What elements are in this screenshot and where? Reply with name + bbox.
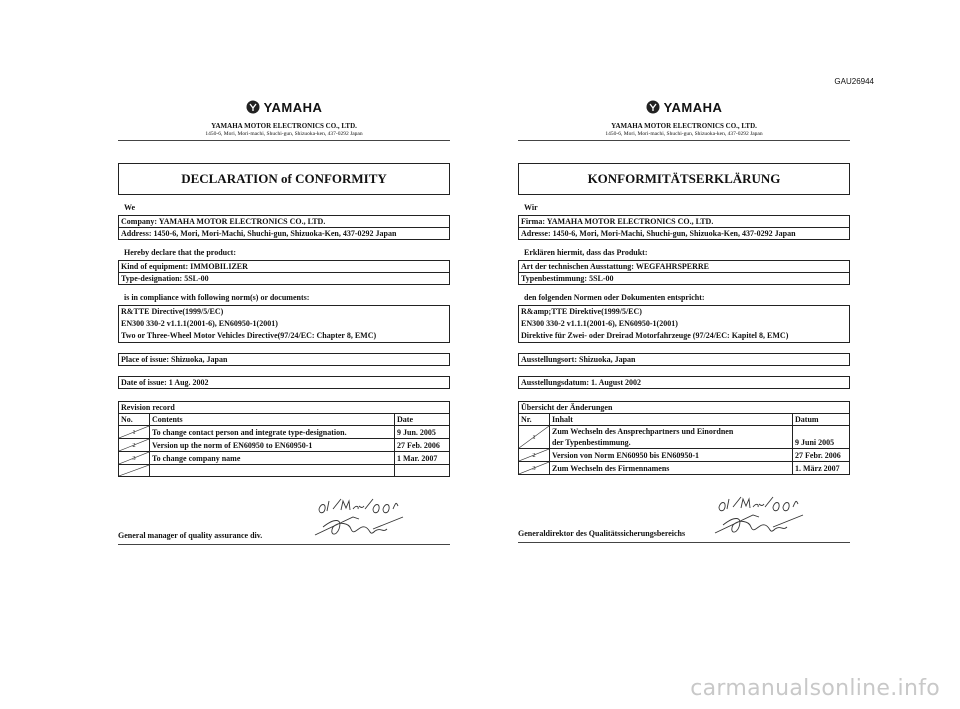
col-no-header: No. (119, 414, 150, 426)
yamaha-logo (118, 98, 450, 116)
col-date-header: Datum (793, 414, 850, 426)
signature-rule (518, 542, 850, 543)
brand-name: YAMAHA (663, 99, 723, 115)
company-name: YAMAHA MOTOR ELECTRONICS CO., LTD. (211, 122, 357, 130)
tuning-fork-emblem-icon (246, 100, 260, 114)
norms-box (518, 305, 850, 343)
product-kind: Art der technischen Ausstattung: WEGFAHRSPERRE (519, 261, 849, 273)
compliance-label: is in compliance with following norm(s) or documents: (124, 293, 310, 302)
date-box (518, 376, 850, 389)
revision-title: Revision record (119, 402, 450, 414)
norms-box (118, 305, 450, 343)
compliance-label: den folgenden Normen oder Dokumenten entspricht: (524, 293, 705, 302)
product-kind: Kind of equipment: IMMOBILIZER (119, 261, 449, 273)
revision-date: 1. März 2007 (793, 462, 850, 475)
norm-item: Direktive für Zwei- oder Dreirad Motorfahrzeuge (97/24/EC: Kapitel 8, EMC) (521, 331, 789, 340)
declaration-german (518, 98, 850, 543)
norm-item: EN300 330-2 v1.1.1(2001-6), EN60950-1(2001) (121, 319, 278, 328)
col-no-header: Nr. (519, 414, 550, 426)
revision-contents: To change contact person and integrate type-designation. (150, 426, 395, 439)
product-box (118, 260, 450, 285)
we-label: Wir (524, 203, 538, 212)
firm-company: Company: YAMAHA MOTOR ELECTRONICS CO., LTD. (119, 216, 449, 228)
signature-rule (118, 544, 450, 545)
firm-box (118, 215, 450, 240)
table-row (119, 465, 450, 477)
diagonal-slash-icon (119, 465, 149, 476)
product-type: Typenbestimmung: 5SL-00 (521, 274, 614, 283)
place-box (518, 353, 850, 366)
company-address: 1450-6, Mori, Mori-machi, Shuchi-gun, Shizuoka-ken, 437-0292 Japan (605, 131, 763, 137)
product-type: Type-designation: 5SL-00 (121, 274, 209, 283)
col-date-header: Date (395, 414, 450, 426)
revision-contents: Version von Norm EN60950 bis EN60950-1 (550, 449, 793, 462)
yamaha-logo (518, 98, 850, 116)
table-row (119, 452, 450, 465)
revision-contents: To change company name (150, 452, 395, 465)
revision-contents: Zum Wechseln des Firmennamens (550, 462, 793, 475)
revision-no: 1 (132, 429, 136, 436)
firm-address: Address: 1450-6, Mori, Mori-Machi, Shuchi-gun, Shizuoka-Ken, 437-0292 Japan (121, 229, 397, 238)
revision-title: Übersicht der Änderungen (519, 402, 850, 414)
declaration-english (118, 98, 450, 545)
signature-area (518, 495, 850, 543)
table-row (519, 449, 850, 462)
norm-item: R&amp;TTE Direktive(1999/5/EC) (521, 307, 642, 316)
norm-item: R&TTE Directive(1999/5/EC) (121, 307, 224, 316)
handwritten-signature (713, 495, 823, 541)
firm-address: Adresse: 1450-6, Mori, Mori-Machi, Shuchi-gun, Shizuoka-Ken, 437-0292 Japan (521, 229, 796, 238)
declare-label: Erklären hiermit, dass das Produkt: (524, 248, 648, 257)
signer-title: Generaldirektor des Qualitätssicherungsbereichs (518, 529, 686, 538)
revision-date: 27 Febr. 2006 (793, 449, 850, 462)
revision-date: 9 Jun. 2005 (395, 426, 450, 439)
firm-company: Firma: YAMAHA MOTOR ELECTRONICS CO., LTD. (519, 216, 849, 228)
firm-box (518, 215, 850, 240)
header-rule (518, 140, 850, 141)
revision-no: 3 (532, 465, 536, 472)
brand-name: YAMAHA (263, 99, 323, 115)
company-address: 1450-6, Mori, Mori-machi, Shuchi-gun, Shizuoka-ken, 437-0292 Japan (205, 131, 363, 137)
table-row (119, 439, 450, 452)
revision-table (118, 401, 450, 477)
table-row (519, 426, 850, 449)
watermark-text: carmanualsonline.info (690, 676, 940, 701)
norm-item: Two or Three-Wheel Motor Vehicles Directive(97/24/EC: Chapter 8, EMC) (121, 331, 377, 340)
revision-no: 3 (132, 455, 136, 462)
we-label: We (124, 203, 136, 212)
table-row (119, 426, 450, 439)
place-box (118, 353, 450, 366)
document-title: DECLARATION of CONFORMITY (118, 163, 450, 195)
signature-area (118, 497, 450, 545)
document-title: KONFORMITÄTSERKLÄRUNG (518, 163, 850, 195)
revision-date: 27 Feb. 2006 (395, 439, 450, 452)
col-contents-header: Inhalt (550, 414, 793, 426)
revision-no: 2 (532, 452, 536, 459)
col-contents-header: Contents (150, 414, 395, 426)
revision-no: 2 (132, 442, 136, 449)
date-box (118, 376, 450, 389)
revision-date: 1 Mar. 2007 (395, 452, 450, 465)
table-row (519, 462, 850, 475)
tuning-fork-emblem-icon (646, 100, 660, 114)
company-name: YAMAHA MOTOR ELECTRONICS CO., LTD. (611, 122, 757, 130)
revision-contents-cont: der Typenbestimmung. (552, 438, 631, 447)
handwritten-signature (313, 497, 423, 543)
document-code: GAU26944 (834, 77, 874, 86)
product-box (518, 260, 850, 285)
revision-date: 9 Juni 2005 (793, 426, 850, 449)
date-of-issue: Ausstellungsdatum: 1. August 2002 (521, 378, 642, 387)
revision-no: 1 (532, 434, 536, 441)
signer-title: General manager of quality assurance div. (118, 531, 263, 540)
place-of-issue: Place of issue: Shizuoka, Japan (121, 355, 228, 364)
revision-contents: Version up the norm of EN60950 to EN60950-1 (150, 439, 395, 452)
place-of-issue: Ausstellungsort: Shizuoka, Japan (521, 355, 636, 364)
norm-item: EN300 330-2 v1.1.1(2001-6), EN60950-1(2001) (521, 319, 678, 328)
revision-contents: Zum Wechseln des Ansprechpartners und Einordnen (552, 427, 734, 436)
revision-table (518, 401, 850, 475)
header-rule (118, 140, 450, 141)
declare-label: Hereby declare that the product: (124, 248, 236, 257)
date-of-issue: Date of issue: 1 Aug. 2002 (121, 378, 209, 387)
